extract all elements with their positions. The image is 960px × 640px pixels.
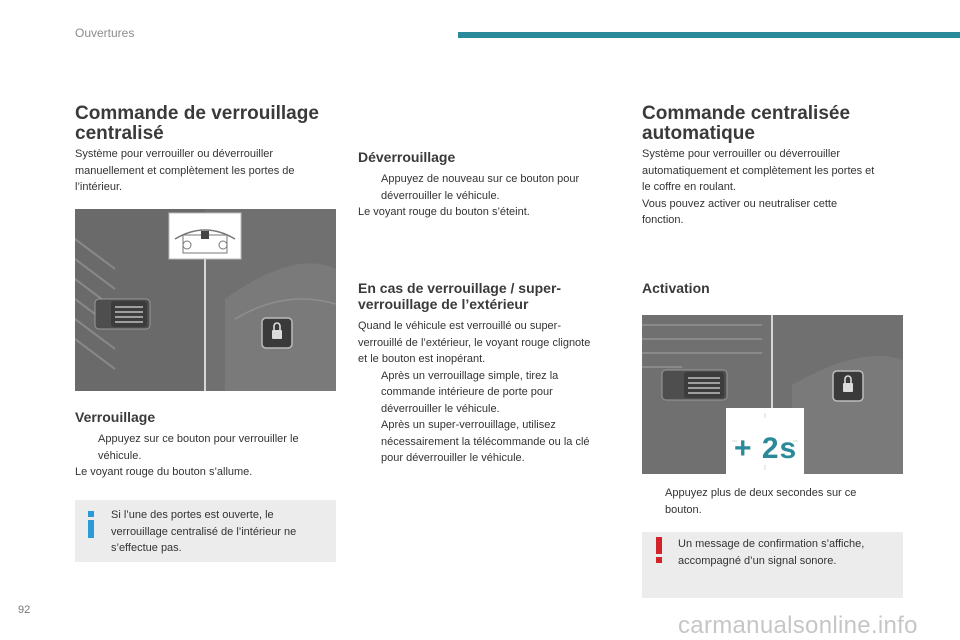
exterieur-heading-line1: En cas de verrouillage / super-: [358, 280, 562, 296]
bullet-line: Après un super-verrouillage, utilisez: [381, 419, 556, 431]
note-line: s’effectue pas.: [111, 542, 182, 554]
exterieur-intro-line: verrouillé de l’extérieur, le voyant rouge clignote: [358, 336, 591, 349]
left-intro-line: Système pour verrouiller ou déverrouiller: [75, 148, 274, 160]
deverrouillage-after: Le voyant rouge du bouton s’éteint.: [358, 206, 530, 218]
activation-heading: Activation: [642, 280, 710, 296]
left-title: [75, 104, 319, 144]
deverrouillage-body: [358, 171, 620, 221]
hold-two-seconds-badge: + 2s: [734, 432, 798, 465]
bullet-line: commande intérieure de porte pour: [381, 386, 553, 398]
note-line: accompagné d’un signal sonore.: [678, 554, 837, 567]
note-line: Si l’une des portes est ouverte, le: [111, 509, 274, 521]
right-intro-line: le coffre en roulant.: [642, 181, 736, 193]
section-title: Ouvertures: [75, 26, 135, 40]
verrouillage-heading: Verrouillage: [75, 409, 156, 425]
dashboard-photo-left: [75, 209, 336, 391]
bullet-line: pour déverrouiller le véhicule.: [381, 452, 525, 464]
activation-body: [642, 485, 904, 518]
exterieur-bullet-2: [358, 417, 622, 467]
verrouillage-body: [75, 431, 335, 481]
warning-note-text: [678, 536, 898, 569]
bullet-line: déverrouiller le véhicule.: [381, 402, 500, 415]
exterieur-intro-line: Quand le véhicule est verrouillé ou super-: [358, 320, 562, 332]
right-intro-line: fonction.: [642, 214, 684, 226]
exterieur-intro-line: et le bouton est inopérant.: [358, 353, 486, 365]
bullet-line: véhicule.: [98, 449, 142, 462]
info-note-box: [75, 500, 336, 562]
left-intro-line: l’intérieur.: [75, 181, 123, 193]
right-title-line2: automatique: [642, 123, 755, 144]
watermark: carmanualsonline.info: [678, 612, 918, 639]
bullet-line: Appuyez de nouveau sur ce bouton pour: [381, 173, 580, 185]
bullet-line: bouton.: [665, 503, 702, 516]
bullet-line: déverrouiller le véhicule.: [381, 189, 500, 202]
section-accent-bar: [458, 32, 960, 38]
note-line: Un message de confirmation s’affiche,: [678, 538, 865, 550]
bullet-line: Après un verrouillage simple, tirez la: [381, 369, 559, 382]
right-title-line1: Commande centralisée: [642, 103, 851, 124]
left-intro-line: manuellement et complètement les portes de: [75, 164, 295, 177]
exterieur-body: [358, 318, 622, 467]
bullet-line: nécessairement la télécommande ou la clé: [381, 435, 590, 448]
note-line: verrouillage centralisé de l’intérieur ne: [111, 525, 297, 538]
deverrouillage-heading: Déverrouillage: [358, 149, 456, 165]
right-intro: [642, 146, 910, 229]
exterieur-heading: [358, 280, 561, 312]
left-title-line1: Commande de verrouillage: [75, 103, 319, 124]
exterieur-heading-line2: verrouillage de l’extérieur: [358, 296, 529, 312]
bullet-line: Appuyez plus de deux secondes sur ce: [665, 487, 857, 499]
right-intro-line: Vous pouvez activer ou neutraliser cette: [642, 197, 838, 210]
page-number: 92: [18, 604, 31, 616]
bullet-line: Appuyez sur ce bouton pour verrouiller le: [98, 433, 299, 445]
deverrouillage-bullet: [358, 171, 620, 204]
verrouillage-bullet: [75, 431, 335, 464]
warning-note-box: [642, 532, 903, 598]
right-intro-line: automatiquement et complètement les portes et: [642, 164, 875, 177]
left-title-line2: centralisé: [75, 123, 164, 144]
exterieur-bullet-1: [358, 368, 622, 418]
right-intro-line: Système pour verrouiller ou déverrouiller: [642, 148, 841, 160]
verrouillage-after: Le voyant rouge du bouton s’allume.: [75, 466, 253, 478]
activation-bullet: [642, 485, 904, 518]
info-note-text: [111, 507, 331, 557]
left-intro: [75, 146, 335, 196]
right-title: [642, 104, 850, 144]
